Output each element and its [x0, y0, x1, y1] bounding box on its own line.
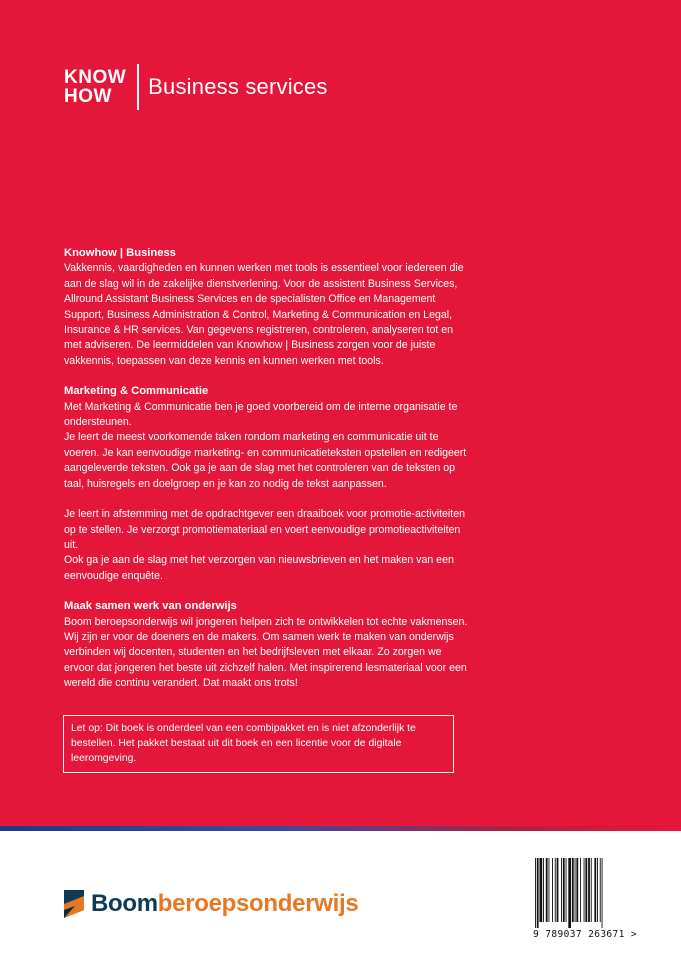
- publisher-logo: [64, 889, 358, 919]
- gradient-stripe: [0, 826, 681, 831]
- publisher-name-boom: Boom: [91, 890, 158, 917]
- section-samen-werk: [64, 599, 472, 691]
- knowhow-logo-mark: [64, 68, 126, 106]
- section-heading: Knowhow | Business: [64, 247, 176, 259]
- section-paragraph: Je leert in afstemming met de opdrachtgever een draaiboek voor promotie-activiteiten op te stellen. Je verzorgt promotiemateriaal en voert eenvoudige promotieactiviteiten uit.: [64, 508, 466, 551]
- logo-mark-line2: HOW: [64, 86, 112, 107]
- section-marketing-communicatie: [64, 384, 472, 584]
- isbn-barcode: [533, 858, 638, 948]
- series-logo: [64, 64, 328, 110]
- combipakket-notice: Let op: Dit boek is onderdeel van een combipakket en is niet afzonderlijk te bestellen. Het pakket bestaat uit dit boek en een licentie voor de digitale leeromgeving.: [63, 715, 454, 773]
- publisher-name-beroepsonderwijs: beroepsonderwijs: [157, 890, 359, 917]
- barcode-icon: [533, 858, 625, 928]
- section-heading: Marketing & Communicatie: [64, 385, 209, 398]
- logo-mark-line1: KNOW: [64, 67, 127, 88]
- section-heading: Maak samen werk van onderwijs: [64, 600, 237, 613]
- section-paragraph: Ook ga je aan de slag met het verzorgen van nieuwsbrieven en het maken van een eenvoudige enquête.: [64, 554, 454, 582]
- section-paragraph: Je leert de meest voorkomende taken rondom marketing en communicatie uit te voeren. Je kan eenvoudige marketing- en communicatieteksten opstellen en redigeert aangeleverde teksten. Ook ga je aan de slag met het controleren van de teksten op taal, huisregels en doelgroep en je kan zo nodig de tekst aanpassen.: [64, 431, 467, 490]
- section-paragraph: Met Marketing & Communicatie ben je goed voorbereid om de interne organisatie te ondersteunen.: [64, 400, 458, 429]
- logo-divider: [137, 64, 139, 110]
- section-paragraph: Vakkennis, vaardigheden en kunnen werken met tools is essentieel voor iedereen die aan de slag wil in de zakelijke dienstverlening. Voor de assistent Business Services, Allround Assistant Business Services en de specialisten Office en Management Support, Business Administration & Control, Marketing & Communication en Legal, Insurance & HR services. Van gegevens registreren, controleren, analyseren tot en met adviseren. De leermiddelen van Knowhow | Business zorgen voor de juiste vakkennis, toepassen van deze kennis en kunnen werken met tools.: [64, 262, 464, 367]
- boom-flag-icon: [64, 890, 84, 918]
- section-paragraph: Boom beroepsonderwijs wil jongeren helpen zich te ontwikkelen tot echte vakmensen. Wij zijn er voor de doeners en de makers. Om samen werk te maken van onderwijs verbinden wij docenten, studenten en het bedrijfsleven met elkaar. Zo zorgen we ervoor dat jongeren het beste uit zichzelf halen. Met inspirerend lesmateriaal voor een wereld die continu verandert. Dat maakt ons trots!: [64, 615, 468, 690]
- section-knowhow-business: [64, 246, 472, 369]
- paragraph-gap: [64, 492, 472, 507]
- back-cover-text: [64, 246, 472, 707]
- series-title: Business services: [148, 74, 328, 99]
- isbn-number: 9 789037 263671 >: [533, 929, 638, 940]
